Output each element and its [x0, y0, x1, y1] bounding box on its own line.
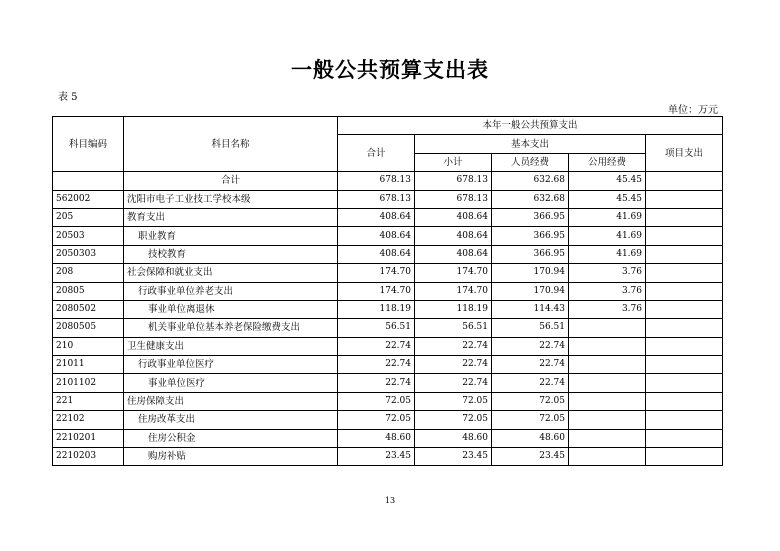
- cell-name: 行政事业单位医疗: [124, 356, 338, 374]
- table-row: [53, 411, 723, 429]
- cell-project: [646, 374, 723, 392]
- cell-personnel: 22.74: [492, 337, 569, 355]
- cell-code: 562002: [53, 190, 124, 208]
- cell-project: [646, 245, 723, 263]
- cell-subtotal: 56.51: [415, 319, 492, 337]
- cell-subtotal: 72.05: [415, 392, 492, 410]
- table-row: [53, 356, 723, 374]
- cell-public: [569, 374, 646, 392]
- cell-project: [646, 282, 723, 300]
- cell-subtotal: 48.60: [415, 429, 492, 447]
- header-code: 科目编码: [53, 117, 124, 172]
- cell-public: [569, 392, 646, 410]
- cell-subtotal: 22.74: [415, 356, 492, 374]
- header-personnel: 人员经费: [492, 153, 569, 171]
- cell-public: [569, 429, 646, 447]
- cell-personnel: 632.68: [492, 190, 569, 208]
- cell-total: 408.64: [338, 245, 415, 263]
- cell-name: 机关事业单位基本养老保险缴费支出: [124, 319, 338, 337]
- cell-name: 行政事业单位养老支出: [124, 282, 338, 300]
- table-row: [53, 245, 723, 263]
- cell-project: [646, 208, 723, 226]
- cell-public: 3.76: [569, 264, 646, 282]
- header-name: 科目名称: [124, 117, 338, 172]
- cell-subtotal: 408.64: [415, 245, 492, 263]
- cell-name: 住房保障支出: [124, 392, 338, 410]
- cell-public: 45.45: [569, 190, 646, 208]
- cell-personnel: 72.05: [492, 411, 569, 429]
- cell-code: 208: [53, 264, 124, 282]
- table-row: [53, 392, 723, 410]
- table-number: 表 5: [58, 92, 78, 103]
- table-row: [53, 374, 723, 392]
- cell-total: 72.05: [338, 392, 415, 410]
- cell-name: 社会保障和就业支出: [124, 264, 338, 282]
- header-public: 公用经费: [569, 153, 646, 171]
- table-row: [53, 172, 723, 190]
- cell-subtotal: 408.64: [415, 208, 492, 226]
- cell-subtotal: 22.74: [415, 337, 492, 355]
- cell-project: [646, 300, 723, 318]
- cell-total: 408.64: [338, 208, 415, 226]
- cell-project: [646, 190, 723, 208]
- cell-code: 20805: [53, 282, 124, 300]
- table-body: [53, 172, 723, 466]
- cell-personnel: 632.68: [492, 172, 569, 190]
- cell-project: [646, 411, 723, 429]
- cell-subtotal: 174.70: [415, 282, 492, 300]
- unit-label: 单位：万元: [668, 105, 718, 116]
- cell-public: [569, 448, 646, 466]
- header-total: 合计: [338, 135, 415, 172]
- cell-personnel: 22.74: [492, 374, 569, 392]
- cell-total: 174.70: [338, 282, 415, 300]
- cell-public: [569, 337, 646, 355]
- table-row: [53, 429, 723, 447]
- cell-name: 事业单位医疗: [124, 374, 338, 392]
- cell-project: [646, 448, 723, 466]
- cell-project: [646, 392, 723, 410]
- cell-public: 41.69: [569, 227, 646, 245]
- cell-name: 住房改革支出: [124, 411, 338, 429]
- table-row: [53, 264, 723, 282]
- table-row: [53, 448, 723, 466]
- table-row: [53, 227, 723, 245]
- cell-subtotal: 678.13: [415, 190, 492, 208]
- header-basic: 基本支出: [415, 135, 646, 153]
- cell-subtotal: 118.19: [415, 300, 492, 318]
- cell-subtotal: 72.05: [415, 411, 492, 429]
- cell-public: 41.69: [569, 208, 646, 226]
- cell-name: 教育支出: [124, 208, 338, 226]
- cell-subtotal: 22.74: [415, 374, 492, 392]
- cell-subtotal: 678.13: [415, 172, 492, 190]
- table-row: [53, 282, 723, 300]
- cell-code: 20503: [53, 227, 124, 245]
- cell-personnel: 72.05: [492, 392, 569, 410]
- cell-total: 678.13: [338, 172, 415, 190]
- cell-personnel: 366.95: [492, 208, 569, 226]
- cell-code: 210: [53, 337, 124, 355]
- cell-project: [646, 227, 723, 245]
- cell-personnel: 114.43: [492, 300, 569, 318]
- cell-subtotal: 174.70: [415, 264, 492, 282]
- cell-total: 22.74: [338, 374, 415, 392]
- cell-code: 2050303: [53, 245, 124, 263]
- cell-personnel: 170.94: [492, 264, 569, 282]
- cell-project: [646, 319, 723, 337]
- cell-total: 678.13: [338, 190, 415, 208]
- cell-code: 221: [53, 392, 124, 410]
- header-project: 项目支出: [646, 135, 723, 172]
- page-number: 13: [384, 496, 396, 505]
- cell-total: 22.74: [338, 356, 415, 374]
- cell-total: 408.64: [338, 227, 415, 245]
- cell-name: 卫生健康支出: [124, 337, 338, 355]
- cell-public: 3.76: [569, 300, 646, 318]
- cell-project: [646, 356, 723, 374]
- cell-name: 购房补贴: [124, 448, 338, 466]
- cell-personnel: 22.74: [492, 356, 569, 374]
- cell-personnel: 366.95: [492, 245, 569, 263]
- header-group: 本年一般公共预算支出: [338, 117, 723, 135]
- cell-total: 22.74: [338, 337, 415, 355]
- cell-project: [646, 429, 723, 447]
- cell-project: [646, 264, 723, 282]
- cell-subtotal: 408.64: [415, 227, 492, 245]
- cell-code: 2080502: [53, 300, 124, 318]
- cell-code: 205: [53, 208, 124, 226]
- cell-public: 3.76: [569, 282, 646, 300]
- table-row: [53, 208, 723, 226]
- table-row: [53, 319, 723, 337]
- cell-personnel: 366.95: [492, 227, 569, 245]
- cell-public: [569, 411, 646, 429]
- cell-total: 174.70: [338, 264, 415, 282]
- header-subtotal: 小计: [415, 153, 492, 171]
- cell-code: 21011: [53, 356, 124, 374]
- cell-code: 2210201: [53, 429, 124, 447]
- cell-total: 23.45: [338, 448, 415, 466]
- cell-total: 56.51: [338, 319, 415, 337]
- cell-personnel: 48.60: [492, 429, 569, 447]
- table-row: [53, 300, 723, 318]
- cell-public: [569, 356, 646, 374]
- cell-code: [53, 172, 124, 190]
- cell-code: 2210203: [53, 448, 124, 466]
- cell-name: 技校教育: [124, 245, 338, 263]
- cell-personnel: 56.51: [492, 319, 569, 337]
- cell-name: 沈阳市电子工业技工学校本级: [124, 190, 338, 208]
- cell-total: 72.05: [338, 411, 415, 429]
- table-row: [53, 337, 723, 355]
- cell-public: 45.45: [569, 172, 646, 190]
- cell-code: 2080505: [53, 319, 124, 337]
- cell-total: 118.19: [338, 300, 415, 318]
- page-title: 一般公共预算支出表: [291, 58, 489, 82]
- table-row: [53, 190, 723, 208]
- cell-name: 住房公积金: [124, 429, 338, 447]
- cell-name: 合计: [124, 172, 338, 190]
- cell-name: 职业教育: [124, 227, 338, 245]
- cell-name: 事业单位离退休: [124, 300, 338, 318]
- cell-public: 41.69: [569, 245, 646, 263]
- cell-project: [646, 172, 723, 190]
- cell-public: [569, 319, 646, 337]
- budget-table: [52, 116, 723, 466]
- cell-code: 22102: [53, 411, 124, 429]
- cell-project: [646, 337, 723, 355]
- cell-personnel: 170.94: [492, 282, 569, 300]
- cell-subtotal: 23.45: [415, 448, 492, 466]
- cell-total: 48.60: [338, 429, 415, 447]
- cell-code: 2101102: [53, 374, 124, 392]
- cell-personnel: 23.45: [492, 448, 569, 466]
